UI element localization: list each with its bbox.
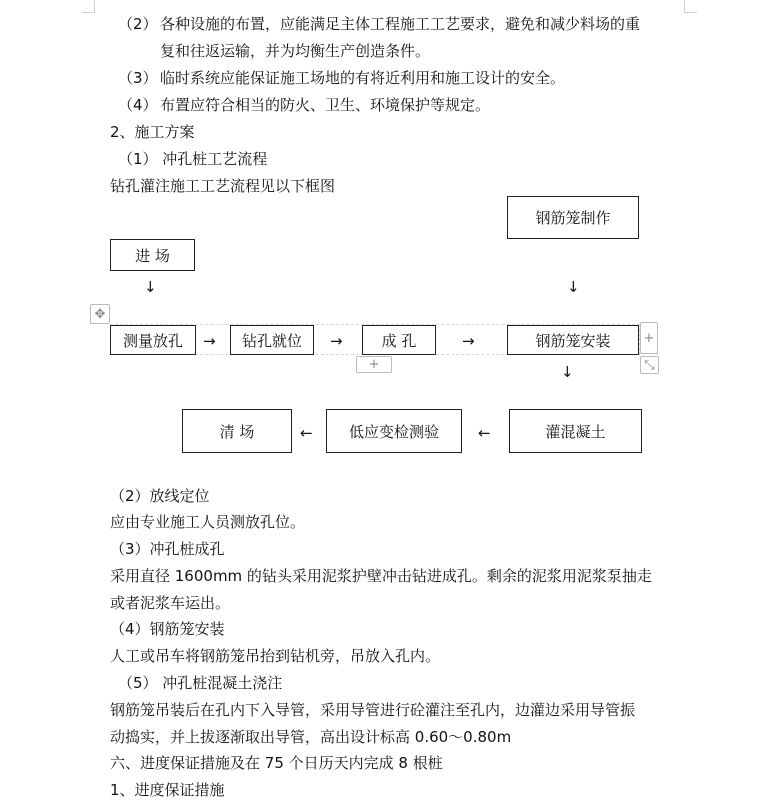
list-number: （3）: [118, 69, 158, 87]
page-corner-mark-right: [684, 0, 697, 13]
flow-box-cage-install: 钢筋笼安装: [507, 325, 639, 355]
page-corner-mark-left: [82, 0, 95, 13]
arrow-left-2: ←: [478, 424, 491, 442]
paragraph-text: 钢筋笼吊装后在孔内下入导管，采用导管进行砼灌注至孔内，边灌边采用导管振: [110, 701, 636, 719]
paragraph-text: 或者泥浆车运出。: [110, 594, 231, 612]
flow-intro-text: 钻孔灌注施工工艺流程见以下框图: [110, 177, 336, 195]
arrow-down-cage: ↓: [567, 278, 580, 296]
flow-box-clear: 清 场: [182, 409, 292, 453]
sub-heading: （3）冲孔桩成孔: [110, 540, 225, 558]
flow-box-test: 低应变检测验: [326, 409, 462, 453]
paragraph-text: 复和往返运输，并为均衡生产创造条件。: [160, 42, 431, 60]
add-row-button[interactable]: +: [640, 322, 658, 354]
arrow-right-2: →: [330, 332, 343, 350]
flow-box-cage-make: 钢筋笼制作: [507, 196, 639, 239]
flow-box-enter: 进 场: [110, 239, 195, 271]
paragraph-text: 布置应符合相当的防火、卫生、环境保护等规定。: [160, 96, 491, 114]
paragraph-text: 临时系统应能保证施工场地的有将近利用和施工设计的安全。: [160, 69, 566, 87]
flow-box-hole: 成 孔: [362, 325, 436, 355]
table-move-handle[interactable]: ✥: [90, 304, 110, 324]
paragraph-text: 应由专业施工人员测放孔位。: [110, 513, 306, 531]
flow-box-drill-position: 钻孔就位: [230, 325, 314, 355]
arrow-down-enter: ↓: [144, 278, 157, 296]
add-column-button[interactable]: +: [356, 356, 392, 373]
arrow-left-1: ←: [300, 424, 313, 442]
paragraph-text: 人工或吊车将钢筋笼吊抬到钻机旁，吊放入孔内。: [110, 647, 441, 665]
sub-heading: （1） 冲孔桩工艺流程: [118, 150, 268, 168]
sub-heading: （4）钢筋笼安装: [110, 620, 225, 638]
section-heading: 1、进度保证措施: [110, 781, 225, 799]
list-number: （2）: [118, 15, 158, 33]
arrow-down-install: ↓: [561, 363, 574, 381]
arrow-right-1: →: [203, 332, 216, 350]
flow-box-concrete: 灌混凝土: [509, 409, 642, 453]
paragraph-text: 各种设施的布置，应能满足主体工程施工工艺要求，避免和减少料场的重: [160, 15, 641, 33]
section-heading: 六、进度保证措施及在 75 个日历天内完成 8 根桩: [110, 754, 443, 772]
sub-heading: （2）放线定位: [110, 487, 210, 505]
section-heading: 2、施工方案: [110, 123, 195, 141]
paragraph-text: 动捣实，并上拔逐渐取出导管，高出设计标高 0.60～0.80m: [110, 728, 512, 746]
paragraph-text: 采用直径 1600mm 的钻头采用泥浆护壁冲击钻进成孔。剩余的泥浆用泥浆泵抽走: [110, 567, 652, 585]
flow-box-survey: 测量放孔: [110, 325, 196, 355]
list-number: （4）: [118, 96, 158, 114]
table-resize-handle[interactable]: ⤡: [640, 356, 659, 374]
arrow-right-3: →: [462, 332, 475, 350]
sub-heading: （5） 冲孔桩混凝土浇注: [118, 674, 283, 692]
